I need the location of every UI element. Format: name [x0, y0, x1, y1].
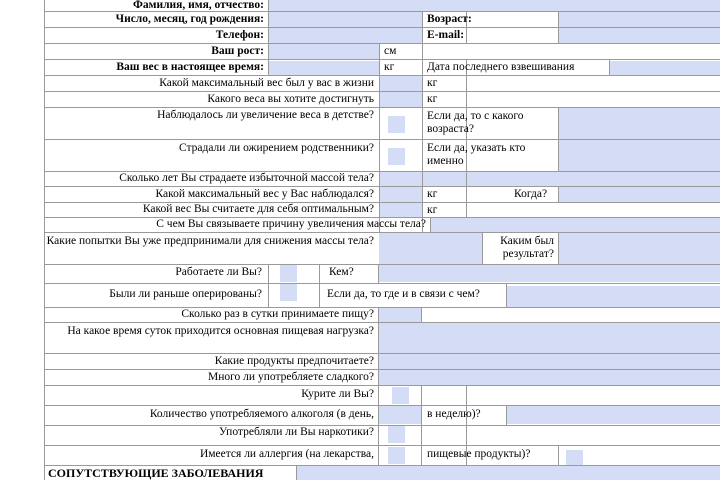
main-meal-time-label: На какое время суток приходится основная пищевая нагрузка? — [67, 325, 374, 337]
cause-label: С чем Вы связываете причину увеличения массы тела? — [156, 218, 426, 230]
smoking-label: Курите ли Вы? — [301, 388, 374, 400]
childhood-age-field[interactable] — [558, 108, 720, 139]
current-weight-unit: кг — [384, 61, 395, 73]
gridline — [44, 369, 720, 370]
max-weight-observed-label: Какой максимальный вес у Вас наблюдался? — [155, 188, 374, 200]
max-weight-when-field[interactable] — [558, 187, 720, 202]
max-weight-life-field[interactable] — [379, 76, 422, 91]
optimal-weight-field[interactable] — [379, 203, 422, 217]
gridline — [44, 27, 720, 28]
target-weight-field[interactable] — [379, 92, 422, 107]
gridline — [506, 283, 507, 307]
age-label: Возраст: — [427, 13, 472, 25]
attempts-field[interactable] — [379, 233, 482, 264]
gridline — [466, 59, 467, 217]
gridline — [422, 107, 423, 232]
preferred-food-field[interactable] — [378, 354, 720, 369]
gridline — [44, 405, 720, 406]
cause-field[interactable] — [430, 218, 720, 232]
gridline — [44, 445, 720, 446]
height-field[interactable] — [268, 44, 379, 59]
sweets-label: Много ли употребляете сладкого? — [207, 371, 374, 383]
gridline — [44, 283, 720, 284]
gridline — [268, 0, 269, 76]
gridline — [268, 264, 269, 307]
age-field[interactable] — [558, 12, 720, 27]
smoking-checkbox[interactable] — [392, 387, 409, 404]
last-weighing-field[interactable] — [609, 61, 720, 75]
result-field[interactable] — [558, 233, 720, 264]
phone-field[interactable] — [268, 28, 422, 43]
gridline — [609, 59, 610, 75]
sweets-field[interactable] — [378, 370, 720, 385]
target-weight-label: Какого веса вы хотите достигнуть — [207, 93, 374, 105]
preferred-food-label: Какие продукты предпочитаете? — [214, 355, 374, 367]
drugs-label: Употребляли ли Вы наркотики? — [219, 426, 374, 438]
last-weighing-label: Дата последнего взвешивания — [427, 61, 575, 73]
birth-date-label: Число, месяц, год рождения: — [115, 13, 264, 25]
allergy-label: Имеется ли аллергия (на лекарства, — [199, 448, 374, 460]
surgery-details-field[interactable] — [506, 286, 720, 307]
allergy-food-label: пищевые продукты)? — [427, 448, 531, 460]
gridline — [558, 445, 559, 465]
gridline — [44, 43, 720, 44]
phone-label: Телефон: — [215, 29, 264, 41]
gridline — [558, 107, 559, 171]
gridline — [378, 264, 379, 283]
surgery-label: Были ли раньше оперированы? — [109, 288, 262, 300]
gridline — [421, 385, 422, 465]
optimal-weight-label: Какой вес Вы считаете для себя оптимальным? — [142, 203, 374, 215]
gridline — [44, 264, 720, 265]
gridline — [44, 353, 720, 354]
gridline — [44, 385, 720, 386]
childhood-gain-label: Наблюдалось ли увеличение веса в детстве? — [157, 109, 374, 121]
gridline — [319, 264, 320, 307]
gridline — [44, 59, 720, 60]
height-unit: см — [384, 45, 397, 57]
working-checkbox[interactable] — [280, 265, 297, 282]
full-name-label: Фамилия, имя, отчество: — [132, 0, 264, 11]
full-name-field[interactable] — [268, 0, 720, 11]
optimal-weight-unit: кг — [427, 204, 438, 216]
height-label: Ваш рост: — [211, 45, 264, 57]
main-meal-time-field[interactable] — [378, 323, 720, 353]
gridline — [44, 232, 720, 233]
when-label: Когда? — [514, 188, 548, 200]
email-label: E-mail: — [427, 29, 465, 41]
questionnaire-form — [44, 0, 720, 480]
target-weight-unit: кг — [427, 93, 438, 105]
attempts-label: Какие попытки Вы уже предпринимали для снижения массы тела? — [46, 235, 374, 247]
gridline — [296, 465, 297, 480]
max-weight-observed-unit: кг — [427, 188, 438, 200]
alcohol-week-label: в неделю)? — [427, 408, 481, 420]
gridline — [558, 186, 559, 202]
relatives-obesity-checkbox[interactable] — [388, 148, 405, 165]
max-weight-life-label: Какой максимальный вес был у вас в жизни — [159, 77, 374, 89]
max-weight-observed-field[interactable] — [379, 187, 422, 202]
gridline — [44, 186, 720, 187]
gridline — [378, 307, 379, 465]
gridline — [558, 11, 559, 43]
gridline — [44, 322, 720, 323]
childhood-age-label: Если да, то с какого возраста? — [427, 110, 524, 135]
alcohol-day-label: Количество употребляемого алкоголя (в день, — [149, 408, 374, 420]
gridline — [422, 11, 423, 92]
drugs-checkbox[interactable] — [388, 426, 405, 443]
gridline — [44, 107, 720, 108]
section-comorbid-field[interactable] — [296, 466, 720, 480]
alcohol-day-field[interactable] — [378, 406, 421, 424]
gridline — [44, 91, 720, 92]
allergy-food-checkbox[interactable] — [566, 450, 583, 465]
relatives-who-field[interactable] — [558, 140, 720, 171]
gridline — [422, 91, 423, 107]
max-weight-life-unit: кг — [427, 77, 438, 89]
gridline — [421, 307, 422, 322]
surgery-details-label: Если да, то где и в связи с чем? — [327, 288, 480, 300]
working-label: Работаете ли Вы? — [175, 266, 262, 278]
childhood-gain-checkbox[interactable] — [388, 116, 405, 133]
section-comorbid-title: СОПУТСТВУЮЩИЕ ЗАБОЛЕВАНИЯ — [48, 466, 264, 480]
gridline — [44, 75, 720, 76]
gridline — [379, 43, 380, 232]
surgery-checkbox[interactable] — [280, 284, 297, 301]
years-overweight-label: Сколько лет Вы страдаете избыточной массой тела? — [119, 172, 374, 184]
meals-per-day-label: Сколько раз в сутки принимаете пищу? — [181, 308, 374, 320]
relatives-who-label: Если да, указать кто именно — [427, 142, 526, 167]
gridline — [482, 232, 483, 264]
current-weight-label: Ваш вес в настоящее время: — [116, 61, 264, 73]
current-weight-field[interactable] — [268, 61, 379, 75]
birth-date-field[interactable] — [268, 12, 422, 27]
occupation-label: Кем? — [329, 266, 354, 278]
gridline — [44, 139, 720, 140]
email-field[interactable] — [558, 28, 720, 43]
occupation-field[interactable] — [378, 265, 720, 282]
relatives-obesity-label: Страдали ли ожирением родственники? — [178, 142, 374, 154]
gridline — [430, 217, 431, 232]
result-label: Каким был результат? — [500, 235, 554, 260]
gridline — [558, 232, 559, 264]
meals-per-day-field[interactable] — [378, 308, 421, 322]
alcohol-week-field[interactable] — [506, 406, 720, 424]
gridline — [506, 405, 507, 425]
allergy-checkbox[interactable] — [388, 447, 405, 464]
years-overweight-field[interactable] — [379, 172, 720, 186]
